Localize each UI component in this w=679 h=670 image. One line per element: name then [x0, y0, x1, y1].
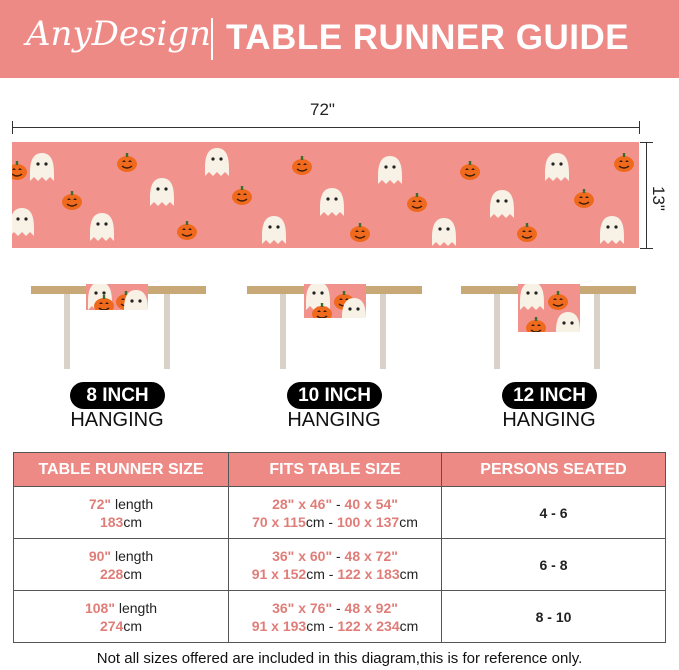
- fits-table-cell: 28" x 46" - 40 x 54" 70 x 115cm - 100 x 137cm: [229, 487, 442, 539]
- header-banner: [0, 0, 679, 78]
- cm-unit: cm: [123, 513, 143, 530]
- header-divider: [211, 18, 213, 60]
- fit-inches-max: 40 x 54": [344, 495, 398, 512]
- brand-logo: AnyDesign: [26, 14, 212, 54]
- table-leg: [594, 294, 600, 369]
- cm-unit: cm: [123, 617, 143, 634]
- ghost-pumpkin-pattern: [12, 142, 639, 248]
- size-guide-table: [13, 452, 666, 643]
- fit-inches-max: 48 x 92": [344, 599, 398, 616]
- runner-length-cm: 274: [99, 617, 124, 634]
- fit-cm-min: 70 x 115: [252, 513, 306, 530]
- width-dimension-tick-top: [640, 142, 653, 143]
- table-illustration-8in: [31, 286, 206, 376]
- fit-inches-max: 48 x 72": [344, 547, 398, 564]
- length-dimension-label: 72": [310, 100, 335, 119]
- length-word: length: [118, 599, 158, 616]
- cm-unit: cm: [399, 513, 418, 530]
- runner-length-cm: 228: [99, 565, 124, 582]
- table-leg: [494, 294, 500, 369]
- fit-cm-min: 91 x 193: [251, 617, 307, 634]
- length-dimension-tick-right: [639, 121, 640, 134]
- cm-unit: cm: [399, 617, 419, 634]
- fit-inches-min: 28" x 46": [272, 495, 333, 512]
- fit-cm-min: 91 x 152: [251, 565, 307, 582]
- fit-inches-min: 36" x 60": [272, 547, 333, 564]
- table-row: [14, 591, 666, 643]
- table-leg: [380, 294, 386, 369]
- hanging-size-badge-12in: 12 INCH: [502, 382, 597, 409]
- table-leg: [164, 294, 170, 369]
- persons-seated-cell: 8 - 10: [442, 591, 666, 643]
- fit-cm-max: 122 x 234: [337, 617, 400, 634]
- table-runner-image: [12, 142, 639, 248]
- table-header-row: [14, 453, 666, 487]
- cm-unit: cm: [399, 565, 419, 582]
- runner-hang-8in: [86, 284, 148, 310]
- runner-length-cm: 183: [99, 513, 124, 530]
- hanging-label-8in: HANGING: [70, 409, 164, 431]
- persons-seated-cell: 4 - 6: [442, 487, 666, 539]
- cm-unit: cm: [123, 565, 143, 582]
- runner-hang-10in: [304, 284, 366, 318]
- cm-unit: cm: [305, 513, 325, 530]
- hanging-size-badge-8in: 8 INCH: [70, 382, 165, 409]
- width-dimension-tick-bottom: [640, 248, 653, 249]
- width-dimension-line: [646, 142, 647, 248]
- header-persons-seated: PERSONS SEATED: [442, 453, 666, 487]
- width-dimension-label: 13": [649, 186, 668, 211]
- table-illustration-12in: [461, 286, 636, 376]
- cm-unit: cm: [306, 565, 325, 582]
- runner-hang-12in: [518, 284, 580, 332]
- table-row: [14, 487, 666, 539]
- pattern-tiles: [12, 148, 634, 246]
- runner-length-inches: 72": [88, 495, 112, 512]
- table-illustration-10in: [247, 286, 422, 376]
- page-title: TABLE RUNNER GUIDE: [226, 18, 630, 57]
- hanging-label-10in: HANGING: [287, 409, 381, 431]
- header-runner-size: TABLE RUNNER SIZE: [14, 453, 229, 487]
- fits-table-cell: 36" x 60" - 48 x 72" 91 x 152cm - 122 x 183cm: [229, 539, 442, 591]
- hanging-size-badge-10in: 10 INCH: [287, 382, 382, 409]
- fit-cm-max: 100 x 137: [336, 513, 400, 530]
- runner-length-inches: 90": [88, 547, 112, 564]
- fit-inches-min: 36" x 76": [272, 599, 333, 616]
- table-row: [14, 539, 666, 591]
- runner-size-cell: [14, 487, 229, 539]
- fit-cm-max: 122 x 183: [337, 565, 400, 582]
- runner-size-cell: [14, 539, 229, 591]
- table-leg: [64, 294, 70, 369]
- length-word: length: [114, 495, 154, 512]
- cm-unit: cm: [306, 617, 325, 634]
- runner-size-cell: [14, 591, 229, 643]
- table-leg: [280, 294, 286, 369]
- header-fits-table-size: FITS TABLE SIZE: [229, 453, 442, 487]
- fits-table-cell: 36" x 76" - 48 x 92" 91 x 193cm - 122 x 234cm: [229, 591, 442, 643]
- hanging-label-12in: HANGING: [502, 409, 596, 431]
- length-dimension-tick-left: [12, 121, 13, 134]
- runner-length-inches: 108": [84, 599, 115, 616]
- length-word: length: [114, 547, 154, 564]
- footnote: Not all sizes offered are included in this diagram,this is for reference only.: [96, 650, 583, 667]
- persons-seated-cell: 6 - 8: [442, 539, 666, 591]
- length-dimension-line: [12, 127, 640, 128]
